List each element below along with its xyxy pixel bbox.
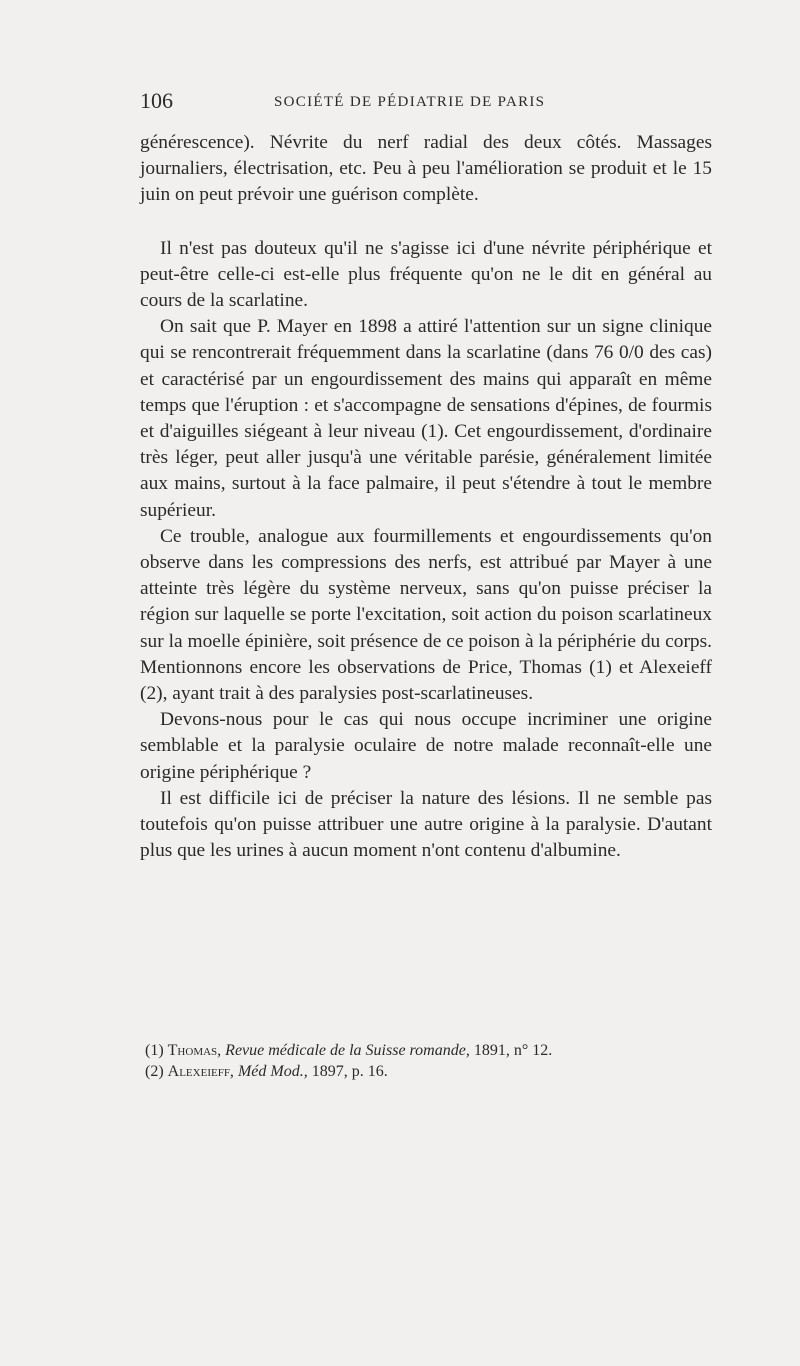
footnote-reference: 1891, n° 12. xyxy=(473,1042,553,1059)
paragraph-trouble: Ce trouble, analogue aux fourmillements et engourdissements qu'on observe dans les compressions des nerfs, est attribué par Mayer à une atteinte très légère du système nerveux, sans qu'on puisse préciser la région sur laquelle se porte l'excitation, soit action du poison scarlatineux sur la moelle épinière, soit présence de ce poison à la périphérie du corps. Mentionnons encore les observations de Price, Thomas (1) et Alexeieff (2), ayant trait à des paralysies post-scarlatineuses. xyxy=(140,525,712,705)
footnote-number: (2) xyxy=(145,1063,164,1080)
footnote-reference: 1897, p. 16. xyxy=(311,1063,388,1080)
footnote-number: (1) xyxy=(145,1042,164,1059)
paragraph-conclusion: Il est difficile ici de préciser la nature des lésions. Il ne semble pas toutefois qu'on puisse attribuer une autre origine à la paralysie. D'autant plus que les urines à aucun moment n'ont contenu d'albumine. xyxy=(140,787,712,862)
paragraph-question: Devons-nous pour le cas qui nous occupe incriminer une origine semblable et la paralysie oculaire de notre malade reconnaît-elle une origine périphérique ? xyxy=(140,709,712,783)
paragraph-nevrite: Il n'est pas douteux qu'il ne s'agisse ici d'une névrite périphérique et peut-être celle-ci est-elle plus fréquente qu'on ne le dit en général au cours de la scarlatine. xyxy=(140,237,712,312)
footnote-author: Thomas, xyxy=(167,1042,222,1059)
footnote-title: Méd Mod., xyxy=(237,1063,308,1080)
footnote-1 xyxy=(145,1040,705,1061)
footnote-2 xyxy=(145,1061,705,1082)
running-title: SOCIÉTÉ DE PÉDIATRIE DE PARIS xyxy=(274,94,546,110)
paragraph-mayer-sign: On sait que P. Mayer en 1898 a attiré l'attention sur un signe clinique qui se rencontrerait fréquemment dans la scarlatine (dans 76 0/0 des cas) et caractérisé par un engourdissement des mains qui apparaît en même temps que l'éruption : et s'accompagne de sensations d'épines, de fourmis et d'aiguilles siégeant à leur niveau (1). Cet engourdissement, d'ordinaire très léger, peut aller jusqu'à une véritable parésie, généralement limitée aux mains, surtout à la face palmaire, il peut s'étendre à tout le membre supérieur. xyxy=(140,316,712,521)
footnote-title: Revue médicale de la Suisse romande, xyxy=(225,1042,470,1059)
body-text xyxy=(140,130,712,864)
page-number: 106 xyxy=(140,88,173,113)
footnotes xyxy=(145,1040,705,1082)
paragraph-continuation: générescence). Névrite du nerf radial des deux côtés. Massages journaliers, électrisation, etc. Peu à peu l'amélioration se produit et le 15 juin on peut prévoir une guérison complète. xyxy=(140,132,712,206)
footnote-author: Alexeieff, xyxy=(167,1063,234,1080)
page-header xyxy=(140,88,712,118)
